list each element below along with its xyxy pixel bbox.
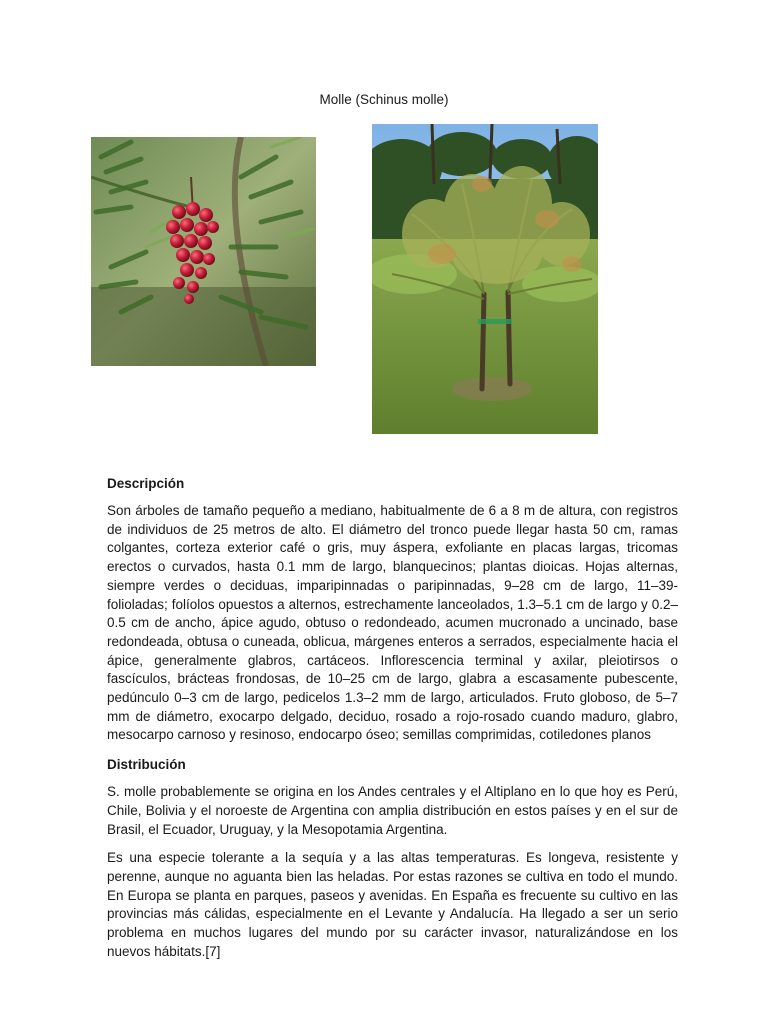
description-paragraph: Son árboles de tamaño pequeño a mediano, habitualmente de 6 a 8 m de altura, con registros de individuos de 25 metros de alto. El diámetro del tronco puede llegar hasta 50 cm, ramas colgantes, corteza exterior café o gris, muy áspera, exfoliante en placas largas, tricomas erectos o curvados, hasta 0.1 mm de largo, blanquecinos; plantas dioicas. Hojas alternas, siempre verdes o deciduas, imparipinnadas o paripinnadas, 9–28 cm de largo, 11–39-folioladas; folíolos opuestos a alternos, estrechamente lanceolados, 1.3–5.1 cm de largo y 0.2–0.5 cm de ancho, ápice agudo, obtuso o redondeado, acumen mucronado a uncinado, base redondeada, obtusa o cuneada, oblicua, márgenes enteros a serrados, especialmente hacia el ápice, generalmente glabros, cartáceos. Inflorescencia terminal y axilar, pleiotirsos o fascículos, brácteas frondosas, de 10–25 cm de largo, glabra a escasamente pubescente, pedúnculo 0–3 cm de largo, pedicelos 1.3–2 mm de largo, articulados. Fruto globoso, de 5–7 mm de diámetro, exocarpo delgado, deciduo, rosado a rojo-rosado cuando maduro, glabro, mesocarpo carnoso y resinoso, endocarpo óseo; semillas comprimidas, cotiledones planos [107,503,678,743]
section-heading-distribution: Distribución [107,757,186,773]
berries-illustration [91,137,316,366]
tree-photo [372,124,598,434]
distribution-paragraph-2: Es una especie tolerante a la sequía y a las altas temperaturas. Es longeva, resistente y perenne, aunque no aguanta bien las heladas. Por estas razones se cultiva en todo el mundo. En Europa se planta en parques, paseos y avenidas. En España es frecuente su cultivo en las provincias más cálidas, especialmente en el Levante y Andalucía. Ha llegado a ser un serio problema en muchos lugares del mundo por su carácter invasor, naturalizándose en los nuevos hábitats.[7] [107,850,678,959]
document-title: Molle (Schinus molle) [319,92,449,107]
distribution-paragraph-1: S. molle probablemente se origina en los Andes centrales y el Altiplano en lo que hoy es Perú, Chile, Bolivia y el noroeste de Argentina con amplia distribución en estos países y en el sur de Brasil, el Ecuador, Uruguay, y la Mesopotamia Argentina. [107,784,678,837]
berries-photo [91,137,316,366]
section-heading-description: Descripción [107,476,185,491]
tree-illustration [372,124,598,434]
document-body [107,474,678,971]
